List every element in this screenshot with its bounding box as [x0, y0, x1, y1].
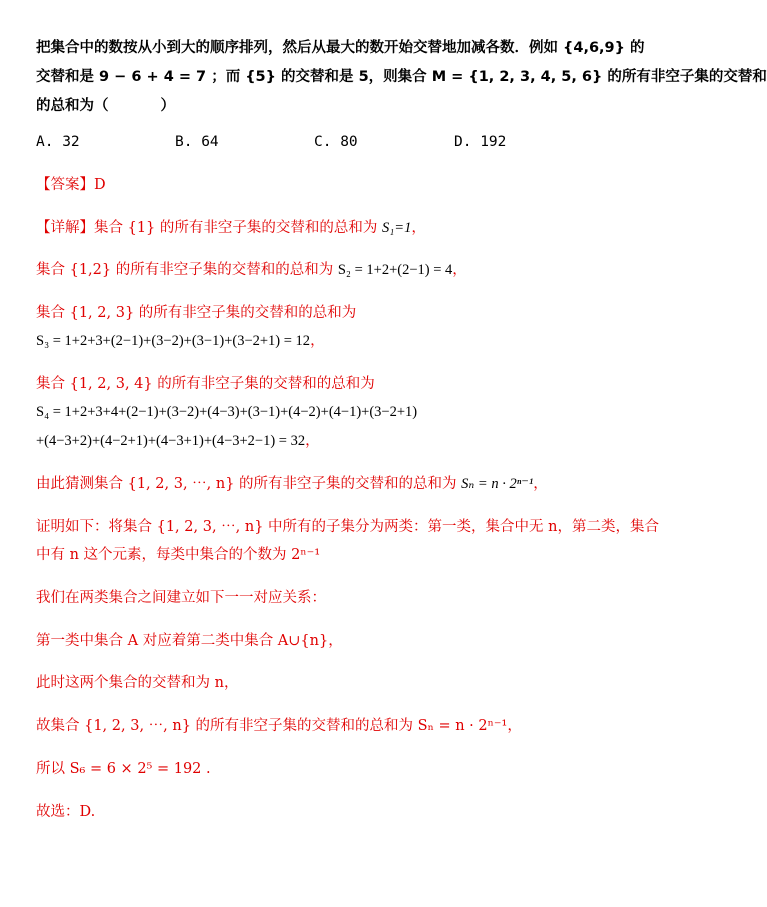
solution-line-7-math: +(4−3+2)+(4−2+1)+(4−3+1)+(4−3+2−1) = 32	[36, 433, 306, 449]
solution-line-1-end: ，	[411, 220, 426, 236]
solution-line-11: 我们在两类集合之间建立如下一一对应关系：	[36, 590, 326, 606]
solution-line-8-text: 由此猜测集合 {1, 2, 3, ⋯, n} 的所有非空子集的交替和的总和为	[36, 476, 462, 492]
solution-line-7	[36, 431, 622, 451]
solution-line-1	[36, 218, 622, 238]
solution-line-14: 故集合 {1, 2, 3, ⋯, n} 的所有非空子集的交替和的总和为 Sₙ = n · 2ⁿ⁻¹，	[36, 718, 522, 734]
solution-line-4	[36, 331, 622, 351]
solution-line-5: 集合 {1, 2, 3, 4} 的所有非空子集的交替和的总和为	[36, 376, 375, 392]
option-d[interactable]: D. 192	[454, 134, 507, 150]
solution-line-10: 中有 n 这个元素，每类中集合的个数为 2ⁿ⁻¹	[36, 547, 321, 563]
question-line-3-pre: 的总和为（	[36, 98, 109, 114]
solution-line-8-end: ，	[533, 476, 548, 492]
solution-line-2	[36, 260, 622, 280]
option-c[interactable]: C. 80	[314, 134, 358, 150]
solution-line-4-end: ，	[310, 333, 325, 349]
solution-line-9: 证明如下：将集合 {1, 2, 3, ⋯, n} 中所有的子集分为两类：第一类，集合中无 n，第二类，集合	[36, 519, 660, 535]
question-line-3	[36, 96, 622, 116]
solution-line-1-text: 集合 {1} 的所有非空子集的交替和的总和为	[94, 220, 383, 236]
solution-line-6-math: S₄ = 1+2+3+4+(2−1)+(3−2)+(4−3)+(3−1)+(4−2)+(4−1)+(3−2+1)	[36, 404, 418, 420]
answer-tag: 【答案】	[36, 177, 94, 193]
question-line-2: 交替和是 9 − 6 + 4 = 7 ；而 {5} 的交替和是 5，则集合 M = {1, 2, 3, 4, 5, 6} 的所有非空子集的交替和	[36, 69, 767, 85]
solution-line-15: 所以 S₆ = 6 × 2⁵ = 192 .	[36, 761, 211, 777]
question-line-1: 把集合中的数按从小到大的顺序排列，然后从最大的数开始交替地加减各数．例如 {4,6,9} 的	[36, 40, 645, 56]
solution-line-2-end: ，	[452, 262, 467, 278]
solution-line-7-end: ，	[305, 433, 320, 449]
solution-line-16: 故选：D.	[36, 804, 96, 820]
solution-line-4-math: S₃ = 1+2+3+(2−1)+(3−2)+(3−1)+(3−2+1) = 12	[36, 333, 311, 349]
detail-tag: 【详解】	[36, 220, 94, 236]
answer-line	[36, 175, 622, 195]
solution-line-13: 此时这两个集合的交替和为 n，	[36, 675, 239, 691]
solution-line-12: 第一类中集合 A 对应着第二类中集合 A∪{n}，	[36, 633, 343, 649]
solution-line-8-math: Sₙ = n · 2ⁿ⁻¹	[461, 476, 534, 492]
solution-line-2-math: S₂ = 1+2+(2−1) = 4	[337, 262, 453, 278]
solution-line-8	[36, 474, 622, 494]
question-line-3-post: ）	[160, 98, 175, 114]
option-b[interactable]: B. 64	[175, 134, 219, 150]
answer-value: D	[94, 177, 106, 193]
solution-line-6	[36, 402, 622, 422]
solution-line-3: 集合 {1, 2, 3} 的所有非空子集的交替和的总和为	[36, 305, 357, 321]
solution-line-2-text: 集合 {1,2} 的所有非空子集的交替和的总和为	[36, 262, 338, 278]
option-a[interactable]: A. 32	[36, 134, 80, 150]
solution-line-1-math: S₁=1	[382, 220, 412, 236]
